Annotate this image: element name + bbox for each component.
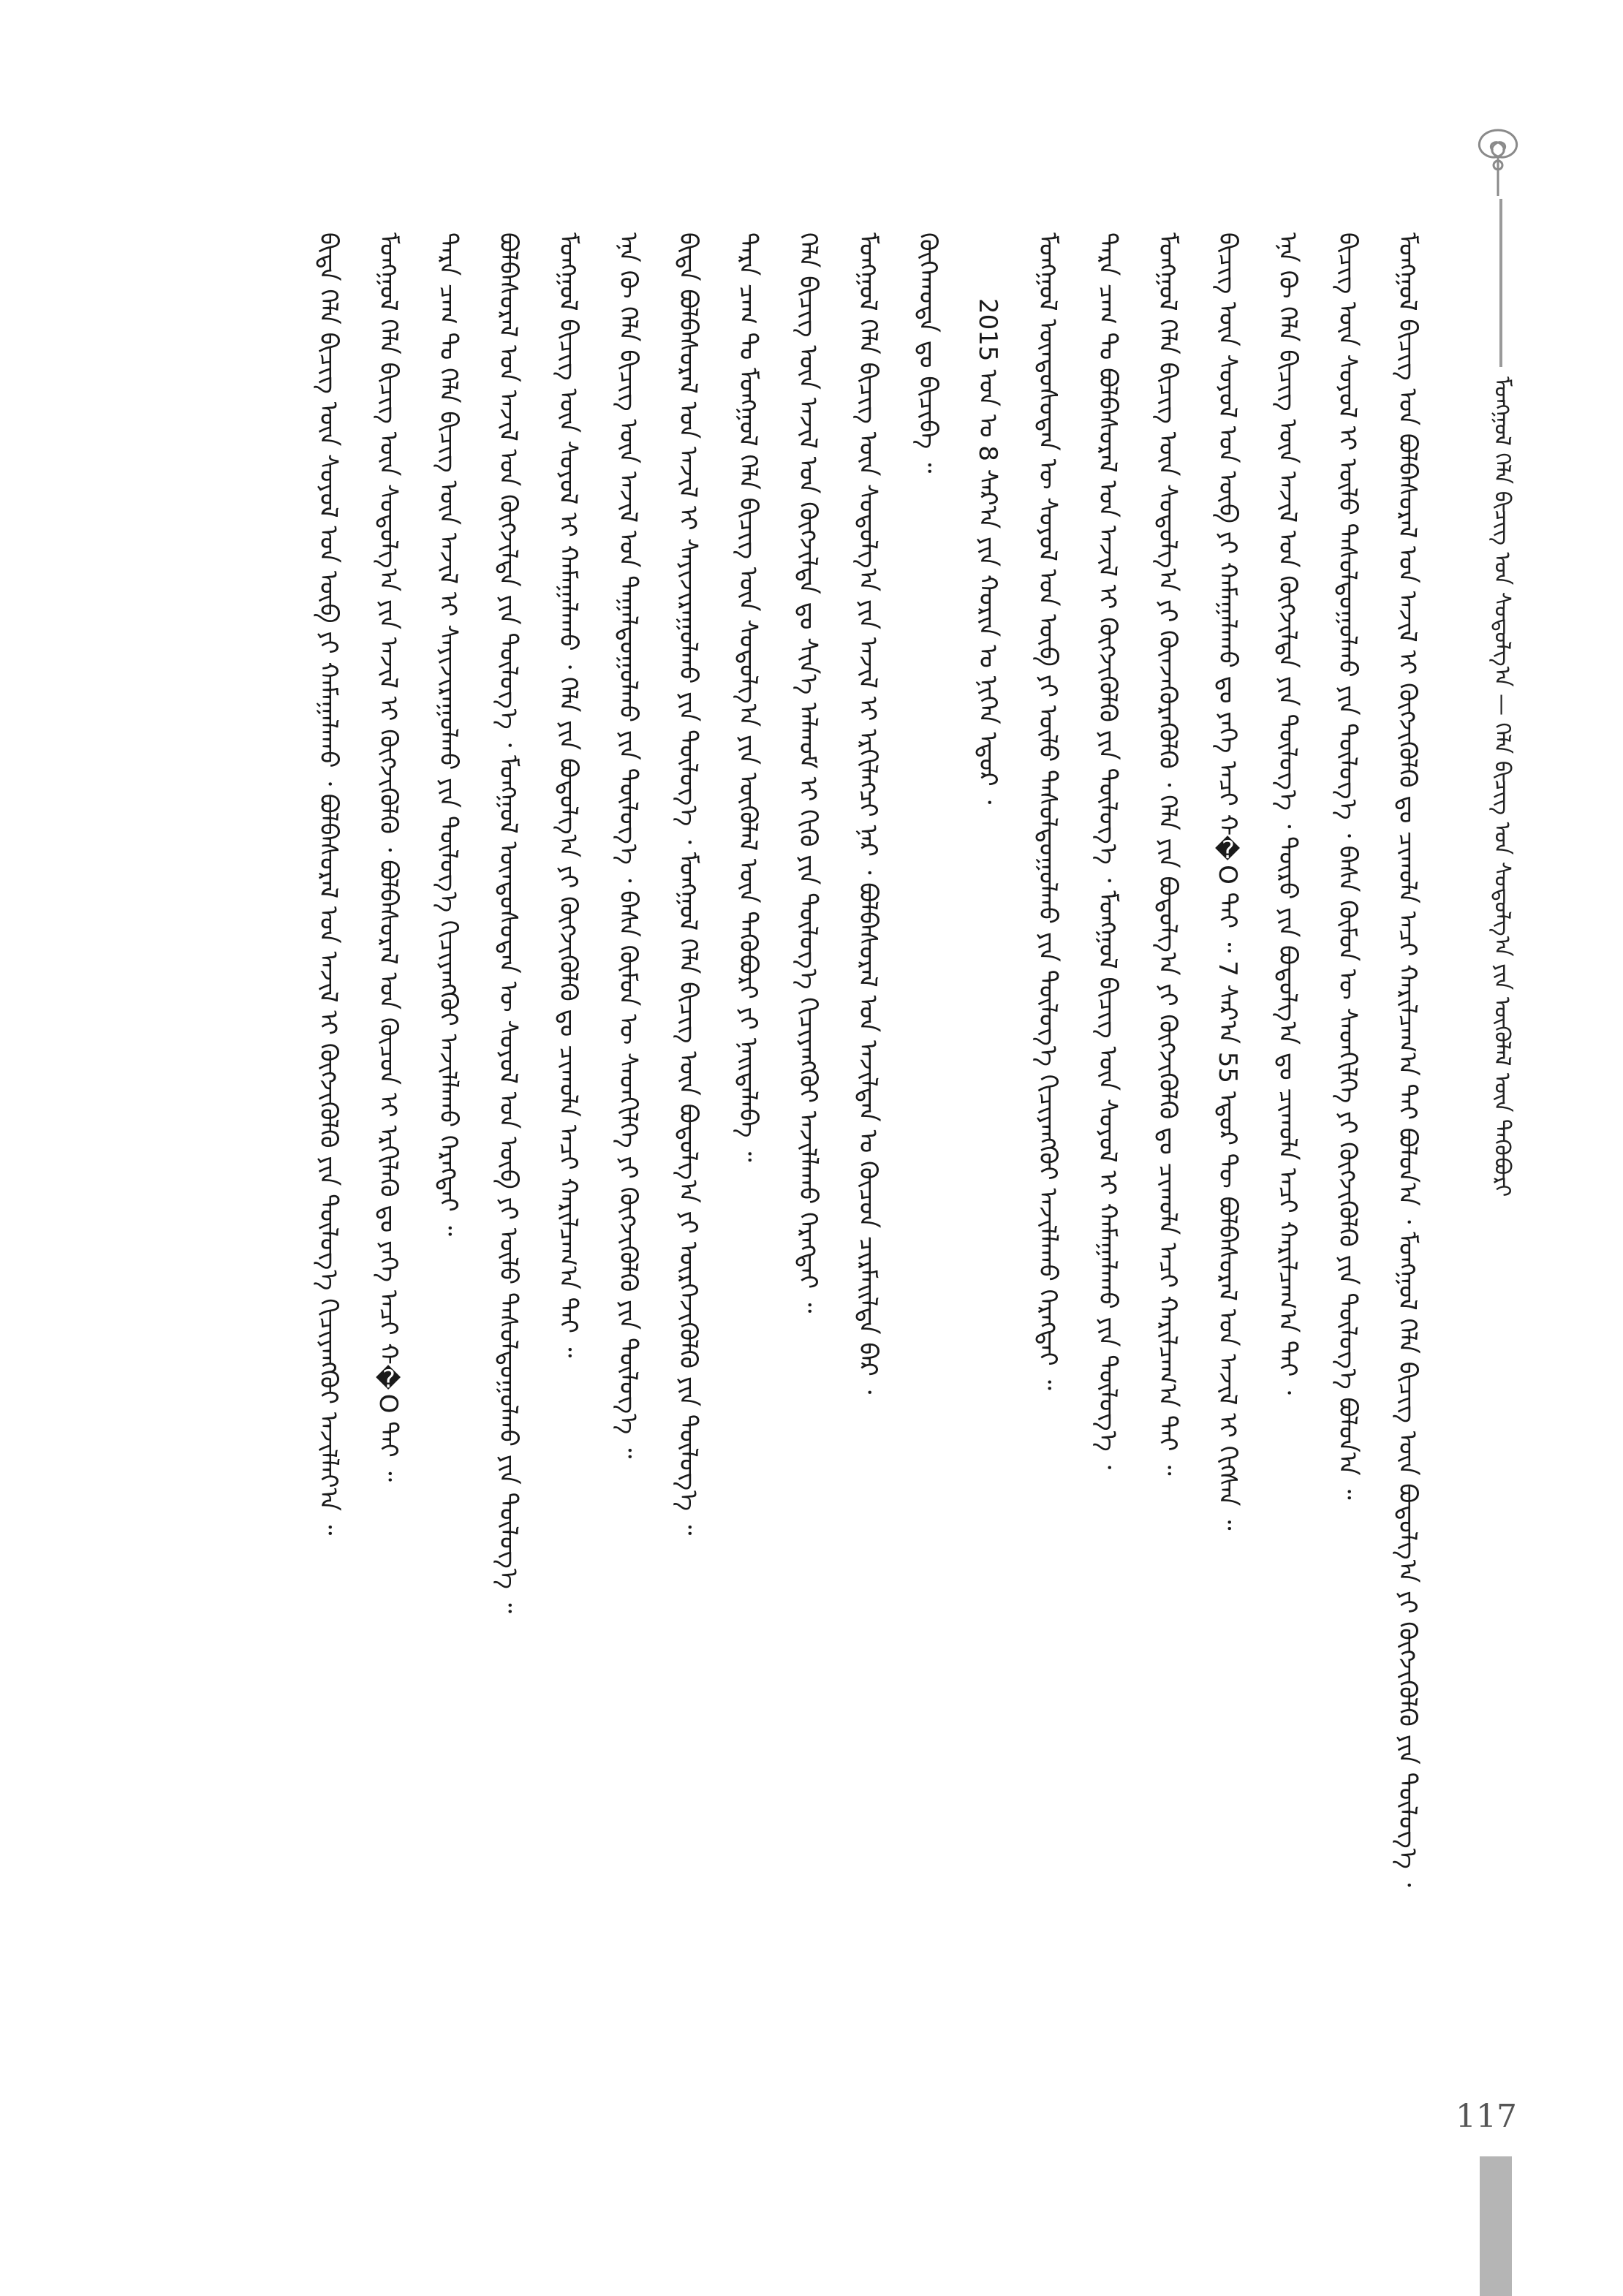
text-column: ᠡᠨᠡ ᠬᠦ ᠬᠡᠯᠡ ᠪᠢᠴᠢᠭ ᠦᠨ ᠠᠵᠢᠯ ᠤᠨ ᠬᠥᠭᠵᠢᠯᠲᠡ ᠶᠢᠨ ᠲᠥᠯᠥᠭ᠎ᠡ ᠂ ᠲᠥᠷᠦ ᠶᠢᠨ ᠪᠣᠳᠣᠯᠭ᠎ᠠ ᠳᠤ ᠴᠢᠬᠤᠯᠠ ᠠᠴᠢ ᠬᠠᠷᠢᠯᠴᠠᠭ᠎ᠠ ᠲᠠᠢ ᠂ [1273,232,1302,1395]
running-head: ᠮᠣᠩᠭᠣᠯ ᠬᠡᠯᠡ ᠪᠢᠴᠢᠭ ᠤᠨ ᠰᠣᠳᠤᠯᠭ᠎ᠠ — ᠬᠡᠯᠡ ᠪᠢᠴᠢᠭ ᠤᠨ ᠰᠣᠳᠤᠯᠭ᠎ᠠ ᠶᠢᠨ ᠥᠭᠦᠯᠡᠯ ᠦᠨ ᠲᠡᠭᠦᠪᠦᠷᠢ [1489,376,1515,1197]
text-column: ᠡᠨᠡ ᠬᠦ ᠬᠡᠯᠡ ᠪᠢᠴᠢᠭ ᠦᠨ ᠠᠵᠢᠯ ᠤᠨ ᠳᠠᠭᠠᠯᠳᠤᠭᠤᠯᠬᠤ ᠶᠢᠨ ᠲᠥᠯᠥᠭ᠎ᠡ ᠂ ᠪᠠᠰᠠ ᠬᠦᠮᠦᠨ ᠦ ᠰᠡᠳᠬᠢᠯᠭᠡ ᠶᠢ ᠬᠥᠭᠵᠢᠭᠦᠯᠬᠦ ᠶᠢᠨ ᠲᠥᠯᠥᠭ᠎ᠡ ᠃ [613,232,643,1459]
text-column: ᠪᠢᠴᠢᠭ ᠦᠨ ᠰᠣᠶᠣᠯ ᠢ ᠦᠯᠦ ᠳᠠᠰᠤᠯᠳᠤᠭᠤᠯᠬᠤ ᠶᠢᠨ ᠲᠥᠯᠥᠭ᠎ᠡ ᠂ ᠪᠠᠰᠠ ᠬᠦᠮᠦᠨ ᠦ ᠰᠡᠳᠬᠢᠯᠭᠡ ᠶᠢ ᠬᠥᠭᠵᠢᠭᠦᠯᠬᠦ ᠶᠢᠨ ᠲᠥᠯᠥᠭ᠎ᠡ ᠪᠣᠯᠤᠨ᠎ᠠ ᠃ [1333,232,1362,1500]
text-column: ᠮᠣᠩᠭᠣᠯ ᠪᠢᠴᠢᠭ ᠦᠨ ᠰᠣᠶᠣᠯ ᠢ ᠬᠠᠮᠠᠭᠠᠯᠠᠬᠤ ᠂ ᠬᠡᠯᠡ ᠶᠢᠨ ᠪᠣᠳᠣᠯᠭ᠎ᠠ ᠶᠢ ᠬᠥᠭᠵᠢᠭᠦᠯᠬᠦ ᠳᠤ ᠴᠢᠬᠤᠯᠠ ᠠᠴᠢ ᠬᠠᠷᠢᠯᠴᠠᠭ᠎ᠠ ᠲᠠᠢ ᠃ [553,232,583,1358]
text-column: ᠪᠢᠳᠡ ᠬᠡᠯᠡ ᠪᠢᠴᠢᠭ ᠦᠨ ᠰᠣᠶᠣᠯ ᠤᠨ ᠥᠪ ᠶᠢ ᠬᠠᠮᠠᠭᠠᠯᠠᠬᠤ ᠂ ᠪᠣᠯᠪᠠᠰᠤᠷᠠᠯ ᠤᠨ ᠠᠵᠢᠯ ᠢ ᠬᠥᠭᠵᠢᠭᠦᠯᠬᠦ ᠶᠢᠨ ᠲᠥᠯᠥᠭ᠎ᠡ ᠬᠢᠴᠢᠶᠡᠩᠭᠦᠢ ᠠᠵᠢᠯᠯᠠᠶ᠎ᠠ ᠃ [314,232,343,1536]
header-rule [1499,199,1502,367]
text-column: ᠲᠡᠷᠡ ᠴᠠᠭ ᠲᠤ ᠮᠣᠩᠭᠣᠯ ᠬᠡᠯᠡ ᠪᠢᠴᠢᠭ ᠦᠨ ᠰᠣᠳᠤᠯᠭ᠎ᠠ ᠶᠢᠨ ᠥᠭᠦᠯᠡᠯ ᠦᠨ ᠲᠡᠭᠦᠪᠦᠷᠢ ᠶᠢ ᠨᠡᠢᠲᠡᠯᠡᠪᠡ ᠃ [733,232,763,1162]
text-column: ᠪᠢᠴᠢᠭ ᠦᠨ ᠰᠣᠶᠣᠯ ᠤᠨ ᠥᠪ ᠶᠢ ᠬᠠᠮᠠᠭᠠᠯᠠᠬᠤ ᠳᠤ ᠶᠡᠬᠡ ᠠᠴᠢ ᠬ�O ᠲᠠᠢ ᠃ 7 ᠰᠠᠷ᠎ᠠ 55 ᠡᠳᠦᠷ ᠲᠦ ᠪᠣᠯᠪᠠᠰᠤᠷᠠᠯ ᠤᠨ ᠠᠵᠢᠯ ᠢ ᠬᠢᠭᠰᠡᠨ ᠃ [1213,232,1242,1531]
text-column: ᠪᠣᠯᠪᠠᠰᠤᠷᠠᠯ ᠤᠨ ᠠᠵᠢᠯ ᠤᠨ ᠬᠥᠭᠵᠢᠯᠲᠡ ᠶᠢᠨ ᠲᠥᠯᠥᠭ᠎ᠡ ᠂ ᠮᠣᠩᠭᠣᠯ ᠦᠨᠳᠦᠰᠦᠲᠡᠨ ᠦ ᠰᠣᠶᠣᠯ ᠤᠨ ᠥᠪ ᠶᠢ ᠦᠯᠦ ᠳᠠᠰᠤᠯᠳᠤᠭᠤᠯᠬᠤ ᠶᠢᠨ ᠲᠥᠯᠥᠭ᠎ᠡ ᠃ [493,232,523,1614]
text-column: ᠲᠡᠷᠡ ᠴᠠᠭ ᠲᠤ ᠬᠡᠯᠡ ᠪᠢᠴᠢᠭ ᠦᠨ ᠠᠵᠢᠯ ᠢ ᠰᠠᠶᠢᠵᠢᠷᠠᠭᠤᠯᠬᠤ ᠶᠢᠨ ᠲᠥᠯᠥᠭ᠎ᠡ ᠬᠢᠴᠢᠶᠡᠩᠭᠦᠢ ᠠᠵᠢᠯᠯᠠᠬᠤ ᠬᠡᠷᠡᠭᠲᠡᠢ ᠃ [434,232,463,1237]
date-line: 2015 ᠣᠨ ᠤ 8 ᠰᠠᠷ᠎ᠠ ᠶᠢᠨ ᠬᠣᠷᠢᠨ ᠤ ᠨᠢᠭᠡᠨ ᠡᠳᠦᠷ ᠂ [973,298,1002,805]
decorative-scroll-ornament [1458,123,1538,203]
text-column: ᠮᠣᠩᠭᠣᠯ ᠬᠡᠯᠡ ᠪᠢᠴᠢᠭ ᠦᠨ ᠰᠣᠳᠤᠯᠭ᠎ᠠ ᠶᠢᠨ ᠠᠵᠢᠯ ᠢ ᠬᠥᠭᠵᠢᠭᠦᠯᠬᠦ ᠂ ᠪᠣᠯᠪᠠᠰᠤᠷᠠᠯ ᠤᠨ ᠬᠦᠴᠦᠨ ᠢ ᠡᠷᠬᠢᠯᠡᠬᠦ ᠳᠤ ᠶᠡᠬᠡ ᠠᠴᠢ ᠬ�O ᠲᠠᠢ ᠃ [374,232,403,1482]
page-edge-tab [1480,2156,1512,2296]
text-column: ᠮᠣᠩᠭᠣᠯ ᠬᠡᠯᠡ ᠪᠢᠴᠢᠭ ᠦᠨ ᠰᠣᠳᠤᠯᠭ᠎ᠠ ᠶᠢᠨ ᠠᠵᠢᠯ ᠢ ᠡᠷᠬᠢᠯᠡᠭᠴᠢ ᠨᠠᠷ ᠂ ᠪᠣᠯᠪᠠᠰᠤᠷᠠᠯ ᠤᠨ ᠠᠵᠢᠯᠲᠠᠨ ᠤ ᠬᠦᠴᠦᠨ ᠴᠢᠷᠮᠠᠢᠯᠲᠠ ᠪᠠᠷ ᠂ [853,232,882,1395]
text-column: ᠬᠡᠯᠡ ᠪᠢᠴᠢᠭ ᠦᠨ ᠠᠵᠢᠯ ᠤᠨ ᠬᠥᠭᠵᠢᠯᠲᠡ ᠳᠤ ᠰᠢᠨ᠎ᠡ ᠠᠯᠬᠤᠮ ᠢ ᠬᠢᠬᠦ ᠶᠢᠨ ᠲᠥᠯᠥᠭ᠎ᠡ ᠬᠢᠴᠢᠶᠡᠩᠭᠦᠢ ᠠᠵᠢᠯᠯᠠᠬᠤ ᠬᠡᠷᠡᠭᠲᠡᠢ ᠃ [793,232,822,1314]
text-column: ᠪᠢᠳᠡ ᠪᠣᠯᠪᠠᠰᠤᠷᠠᠯ ᠤᠨ ᠠᠵᠢᠯ ᠢ ᠰᠠᠶᠢᠵᠢᠷᠠᠭᠤᠯᠬᠤ ᠶᠢᠨ ᠲᠥᠯᠥᠭ᠎ᠡ ᠂ ᠮᠣᠩᠭᠣᠯ ᠬᠡᠯᠡ ᠪᠢᠴᠢᠭ ᠦᠨ ᠪᠣᠳᠣᠯᠭ᠎ᠠ ᠶᠢ ᠥᠷᠭᠡᠵᠢᠭᠦᠯᠬᠦ ᠶᠢᠨ ᠲᠥᠯᠥᠭ᠎ᠡ ᠃ [673,232,703,1536]
place-line: ᠬᠥᠬᠡᠬᠣᠲᠠ ᠳᠤ ᠪᠢᠴᠢᠪᠡ ᠃ [913,232,942,474]
text-column: ᠮᠣᠩᠭᠣᠯ ᠬᠡᠯᠡ ᠪᠢᠴᠢᠭ ᠦᠨ ᠰᠣᠳᠤᠯᠭ᠎ᠠ ᠶᠢ ᠭᠦᠨᠵᠡᠭᠦᠷᠡᠭᠦᠯᠬᠦ ᠂ ᠬᠡᠯᠡ ᠶᠢᠨ ᠪᠣᠳᠣᠯᠭ᠎ᠠ ᠶᠢ ᠬᠥᠭᠵᠢᠭᠦᠯᠬᠦ ᠳᠤ ᠴᠢᠬᠤᠯᠠ ᠠᠴᠢ ᠬᠠᠷᠢᠯᠴᠠᠭ᠎ᠠ ᠲᠠᠢ ᠃ [1153,232,1182,1476]
text-column: ᠮᠣᠩᠭᠣᠯ ᠦᠨᠳᠦᠰᠦᠲᠡᠨ ᠦ ᠰᠣᠶᠣᠯ ᠤᠨ ᠥᠪ ᠶᠢ ᠦᠯᠦ ᠳᠠᠰᠤᠯᠳᠤᠭᠤᠯᠬᠤ ᠶᠢᠨ ᠲᠥᠯᠥᠭ᠎ᠡ ᠬᠢᠴᠢᠶᠡᠩᠭᠦᠢ ᠠᠵᠢᠯᠯᠠᠬᠤ ᠬᠡᠷᠡᠭᠲᠡᠢ ᠃ [1033,232,1062,1390]
text-column: ᠲᠡᠷᠡ ᠴᠠᠭ ᠲᠤ ᠪᠣᠯᠪᠠᠰᠤᠷᠠᠯ ᠤᠨ ᠠᠵᠢᠯ ᠢ ᠬᠥᠭᠵᠢᠭᠦᠯᠬᠦ ᠶᠢᠨ ᠲᠥᠯᠥᠭ᠎ᠡ ᠂ ᠮᠣᠩᠭᠣᠯ ᠪᠢᠴᠢᠭ ᠦᠨ ᠰᠣᠶᠣᠯ ᠢ ᠬᠠᠮᠠᠭᠠᠯᠠᠬᠤ ᠶᠢᠨ ᠲᠥᠯᠥᠭ᠎ᠡ ᠂ [1093,232,1122,1470]
page-number: 117 [1456,2098,1517,2135]
text-column: ᠮᠣᠩᠭᠣᠯ ᠪᠢᠴᠢᠭ ᠤᠨ ᠪᠣᠯᠪᠠᠰᠤᠷᠠᠯ ᠤᠨ ᠠᠵᠢᠯ ᠢ ᠬᠥᠭᠵᠢᠭᠦᠯᠬᠦ ᠳᠤ ᠴᠢᠬᠤᠯᠠ ᠠᠴᠢ ᠬᠠᠷᠢᠯᠴᠠᠭ᠎ᠠ ᠲᠠᠢ ᠪᠣᠯᠤᠨ᠎ᠠ ᠂ ᠮᠣᠩᠭᠣᠯ ᠬᠡᠯᠡ ᠪᠢᠴᠢᠭ ᠦᠨ ᠪᠣᠳᠤᠯᠭ᠎ᠠ ᠶᠢ ᠬᠥᠭᠵᠢᠭᠦᠯᠬᠦ ᠶᠢᠨ ᠲᠥᠯᠥᠭ᠎ᠡ ᠂ [1393,232,1422,1887]
